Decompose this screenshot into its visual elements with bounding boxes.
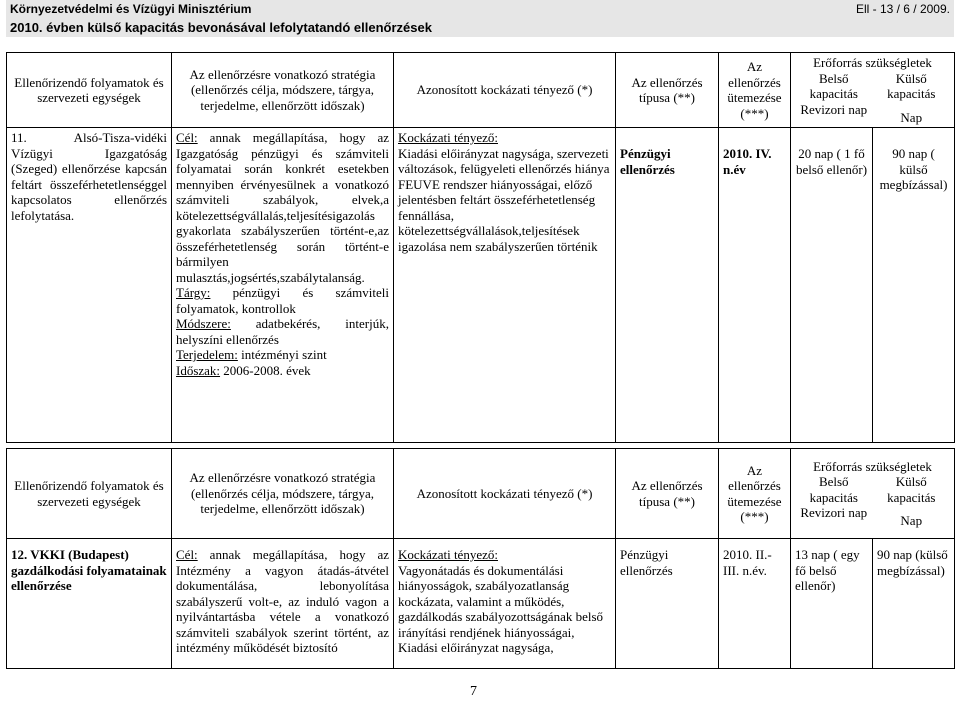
resources-internal: Belső kapacitás	[809, 70, 858, 101]
col-header-risk: Azonosított kockázati tényező (*)	[394, 449, 616, 539]
risk-label: Kockázati tényező:	[398, 547, 498, 562]
goal-label: Cél:	[176, 547, 198, 562]
risk-cell	[394, 539, 616, 669]
col-header-schedule: Az ellenőrzés ütemezése (***)	[719, 53, 791, 128]
col-header-schedule: Az ellenőrzés ütemezése (***)	[719, 449, 791, 539]
resources-auditor-days: Revizori nap	[800, 101, 868, 117]
table-row	[7, 539, 955, 669]
col-header-unit: Ellenőrizendő folyamatok és szervezeti egységek	[7, 53, 172, 128]
audit-type: Pénzügyi ellenőrzés	[616, 128, 719, 443]
goal-text: annak megállapítása, hogy az Intézmény a vagyon átadás-átvétel dokumentálása, lebonyolítása szabályszerű volt-e, az induló vagon a nyilvántartásba vétele a vonatkozó számviteli szabályok szerint történt, az intézmény működését biztosító	[176, 547, 389, 655]
col-header-type: Az ellenőrzés típusa (**)	[616, 449, 719, 539]
table-header-row	[7, 53, 955, 128]
subject-label: Tárgy:	[176, 285, 211, 300]
col-header-strategy: Az ellenőrzésre vonatkozó stratégia (ellenőrzés célja, módszere, tárgya, terjedelme, ellenőrzött időszak)	[172, 53, 394, 128]
col-header-strategy: Az ellenőrzésre vonatkozó stratégia (ellenőrzés célja, módszere, tárgya, terjedelme, ellenőrzött időszak)	[172, 449, 394, 539]
audit-table-1	[6, 52, 955, 443]
risk-text: Kiadási előirányzat nagysága, szervezeti változások, felügyeleti ellenőrzés hiánya FEUVE rendszer hiányosságai, előző jelentésben feltárt összeférhetetlenség fennállása, kötelezettségvállalások,teljesítések igazolása nem szabályszerűen történik	[398, 145, 610, 254]
method-text: adatbekérés, interjúk, helyszíni ellenőrzés	[176, 316, 389, 347]
subtitle-text: 2010. évben külső kapacitás bevonásával lefolytatandó ellenőrzések	[10, 20, 432, 35]
resources-internal: Belső kapacitás	[809, 474, 858, 505]
strategy-cell	[172, 539, 394, 669]
subject-text: pénzügyi és számviteli folyamatok, kontrollok	[176, 285, 389, 316]
internal-capacity: 13 nap ( egy fő belső ellenőr)	[791, 539, 873, 669]
audit-schedule: 2010. IV. n.év	[719, 128, 791, 443]
document-code: Ell - 13 / 6 / 2009.	[855, 2, 950, 16]
scope-label: Terjedelem:	[176, 347, 238, 362]
resources-external: Külső kapacitás	[887, 70, 936, 101]
document-subtitle	[6, 18, 954, 37]
resources-days: Nap	[900, 109, 923, 125]
method-label: Módszere:	[176, 316, 231, 331]
page-number: 7	[470, 684, 477, 699]
col-header-resources	[791, 53, 955, 128]
document-header	[6, 0, 954, 18]
audited-unit: 11. Alsó-Tisza-vidéki Vízügyi Igazgatóság (Szeged) ellenőrzése kapcsán feltárt összeférhetetlenséggel kapcsolatos ellenőrzés lefolytatása.	[7, 128, 172, 443]
ministry-name: Környezetvédelmi és Vízügyi Minisztérium	[10, 2, 252, 16]
audit-schedule: 2010. II.- III. n.év.	[719, 539, 791, 669]
external-capacity: 90 nap (külső megbízással)	[873, 539, 955, 669]
goal-label: Cél:	[176, 130, 198, 145]
resources-days: Nap	[900, 513, 923, 528]
goal-text: annak megállapítása, hogy az Igazgatóság pénzügyi és számviteli folyamatai során konkrét esetekben mennyiben érvényesülnek a vonatkozó számviteli szabályok, elvek,a kötelezettségvállalás,teljesítésigazolás gyakorlata szabályszerűen történt-e,az összeférhetetlenség során történt-e bármilyen mulasztás,jogsértés,szabálytalanság.	[176, 130, 389, 285]
risk-text: Vagyonátadás és dokumentálási hiányosságok, szabályozatlanság kockázata, valamint a működés, gazdálkodás szabályozottságának belső irányítási rendjének hiányosságai, Kiadási előirányzat nagysága,	[398, 562, 604, 655]
internal-capacity: 20 nap ( 1 fő belső ellenőr)	[791, 128, 873, 443]
audit-type: Pénzügyi ellenőrzés	[616, 539, 719, 669]
resources-title: Erőforrás szükségletek	[813, 458, 932, 474]
audit-table-2	[6, 448, 955, 669]
col-header-unit: Ellenőrizendő folyamatok és szervezeti egységek	[7, 449, 172, 539]
resources-external: Külső kapacitás	[887, 474, 936, 505]
resources-auditor-days: Revizori nap	[800, 505, 868, 520]
table-row	[7, 128, 955, 443]
col-header-resources	[791, 449, 955, 539]
strategy-cell	[172, 128, 394, 443]
risk-label: Kockázati tényező:	[398, 130, 498, 145]
period-label: Időszak:	[176, 362, 221, 378]
external-capacity: 90 nap ( külső megbízással)	[873, 128, 955, 443]
period-text: 2006-2008. évek	[220, 362, 311, 378]
col-header-risk: Azonosított kockázati tényező (*)	[394, 53, 616, 128]
risk-cell	[394, 128, 616, 443]
col-header-type: Az ellenőrzés típusa (**)	[616, 53, 719, 128]
audited-unit: 12. VKKI (Budapest) gazdálkodási folyamatainak ellenőrzése	[7, 539, 172, 669]
table-header-row	[7, 449, 955, 539]
resources-title: Erőforrás szükségletek	[813, 55, 932, 70]
scope-text: intézményi szint	[237, 347, 327, 362]
